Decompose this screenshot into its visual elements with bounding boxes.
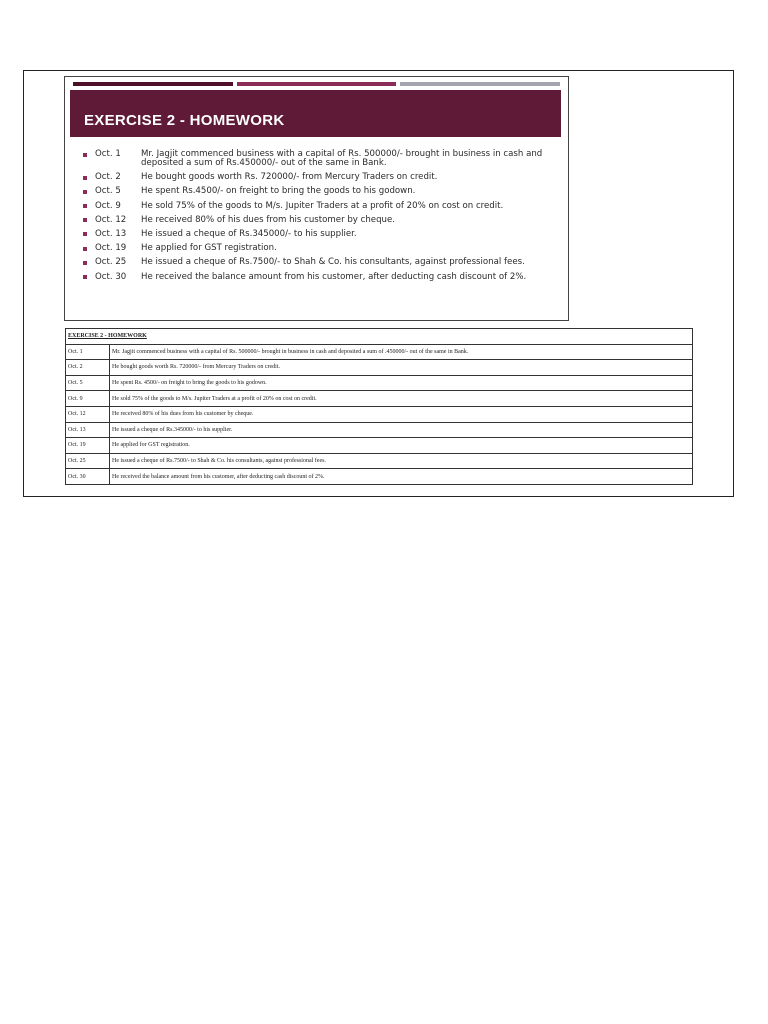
slide-list-item [83, 173, 558, 182]
slide-item-date: Oct. 19 [95, 243, 127, 254]
slide-list-item [83, 216, 558, 225]
table-cell-text: He received the balance amount from his customer, after deducting cash discount of 2%. [110, 469, 693, 485]
accent-bar [237, 82, 397, 86]
slide-item-date: Oct. 1 [95, 149, 121, 159]
table-row [66, 344, 693, 360]
slide-item-date: Oct. 13 [95, 228, 127, 239]
table-cell-text: He bought goods worth Rs. 720000/- from Mercury Traders on credit. [110, 360, 693, 376]
slide-image [64, 76, 569, 321]
slide-item-text: He spent Rs.4500/- on freight to bring the goods to his godown. [141, 186, 416, 197]
slide-item-text: He received 80% of his dues from his customer by cheque. [141, 214, 395, 225]
slide-item-date: Oct. 25 [95, 257, 127, 268]
slide-list-item [83, 273, 558, 282]
table-cell-date: Oct. 2 [66, 360, 110, 376]
table-row [66, 469, 693, 485]
slide-item-text: He received the balance amount from his customer, after deducting cash discount of 2%. [141, 271, 527, 282]
square-bullet-icon [83, 190, 87, 194]
slide-accent-bars [73, 82, 560, 86]
square-bullet-icon [83, 176, 87, 180]
slide-bullet-list [83, 150, 558, 287]
homework-table [65, 328, 693, 485]
slide-list-item [83, 150, 558, 168]
slide-item-date: Oct. 9 [95, 200, 121, 211]
table-row [66, 422, 693, 438]
slide-item-date: Oct. 2 [95, 172, 121, 183]
table-row [66, 391, 693, 407]
table-cell-date: Oct. 25 [66, 453, 110, 469]
slide-item-text: He sold 75% of the goods to M/s. Jupiter Traders at a profit of 20% on cost on credit. [141, 200, 504, 211]
square-bullet-icon [83, 275, 87, 279]
square-bullet-icon [83, 261, 87, 265]
table-cell-text: He applied for GST registration. [110, 438, 693, 454]
table-cell-date: Oct. 5 [66, 375, 110, 391]
slide-item-text: He bought goods worth Rs. 720000/- from Mercury Traders on credit. [141, 172, 438, 183]
table-row [66, 375, 693, 391]
square-bullet-icon [83, 153, 87, 157]
table-title: EXERCISE 2 - HOMEWORK [66, 329, 693, 345]
square-bullet-icon [83, 218, 87, 222]
table-cell-text: He received 80% of his dues from his customer by cheque. [110, 406, 693, 422]
table-header-row [66, 329, 693, 345]
slide-list-item [83, 230, 558, 239]
slide-item-date: Oct. 12 [95, 214, 127, 225]
table-cell-date: Oct. 12 [66, 406, 110, 422]
table-cell-date: Oct. 19 [66, 438, 110, 454]
slide-list-item [83, 244, 558, 253]
slide-title: EXERCISE 2 - HOMEWORK [84, 112, 285, 129]
slide-list-item [83, 258, 558, 267]
slide-list-item [83, 202, 558, 211]
square-bullet-icon [83, 232, 87, 236]
square-bullet-icon [83, 247, 87, 251]
table-row [66, 406, 693, 422]
table-cell-text: Mr. Jagjit commenced business with a capital of Rs. 500000/- brought in business in cash and deposited a sum of .450000/- out of the same in Bank. [110, 344, 693, 360]
table-cell-date: Oct. 1 [66, 344, 110, 360]
table-row [66, 453, 693, 469]
table-cell-date: Oct. 13 [66, 422, 110, 438]
slide-item-text: He issued a cheque of Rs.345000/- to his supplier. [141, 228, 357, 239]
table-cell-text: He issued a cheque of Rs.345000/- to his supplier. [110, 422, 693, 438]
table-cell-text: He spent Rs. 4500/- on freight to bring the goods to his godown. [110, 375, 693, 391]
slide-title-banner [70, 90, 561, 137]
slide-list-item [83, 187, 558, 196]
slide-item-text: He issued a cheque of Rs.7500/- to Shah & Co. his consultants, against professional fees. [141, 257, 525, 268]
table-cell-date: Oct. 9 [66, 391, 110, 407]
table-cell-text: He issued a cheque of Rs.7500/- to Shah & Co. his consultants, against professional fees. [110, 453, 693, 469]
square-bullet-icon [83, 204, 87, 208]
slide-item-date: Oct. 5 [95, 186, 121, 197]
table-row [66, 360, 693, 376]
slide-item-text: He applied for GST registration. [141, 243, 277, 254]
table-row [66, 438, 693, 454]
accent-bar [400, 82, 560, 86]
accent-bar [73, 82, 233, 86]
table-cell-text: He sold 75% of the goods to M/s. Jupiter Traders at a profit of 20% on cost on credit. [110, 391, 693, 407]
table-cell-date: Oct. 30 [66, 469, 110, 485]
slide-item-date: Oct. 30 [95, 271, 127, 282]
slide-item-text: Mr. Jagjit commenced business with a capital of Rs. 500000/- brought in business in cash and deposited a sum of Rs.450000/- out of the same in Bank. [141, 149, 543, 168]
